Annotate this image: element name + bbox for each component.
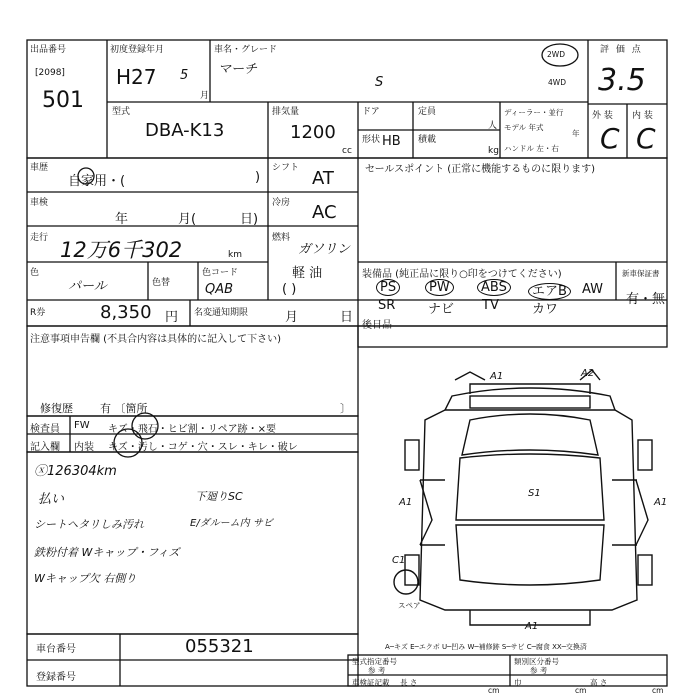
color-code-value: QAB — [205, 282, 234, 297]
recycle-value: 8,350 — [100, 302, 152, 323]
color-label: 色 — [30, 268, 40, 278]
spare-label: スペア — [398, 601, 421, 610]
displacement-value: 1200 — [290, 122, 336, 143]
handle-label: ハンドル 左・右 — [504, 144, 559, 153]
warranty-label: 新車保証書 — [622, 269, 660, 278]
mark-left-a1: A1 — [399, 497, 413, 508]
registration-label: 登録番号 — [36, 672, 76, 683]
score-int-value: C — [636, 122, 656, 155]
height-unit: cm — [652, 686, 664, 695]
equipment-label: 装備品 (純正品に限り○印をつけてください) — [362, 269, 562, 280]
score-value: 3.5 — [598, 63, 646, 98]
first-reg-year: H27 — [116, 65, 157, 89]
fw-label: FW — [74, 420, 90, 431]
mileage-value: 12万6千302 — [60, 238, 183, 262]
shift-value: AT — [312, 168, 334, 189]
inspection-day: 日) — [240, 212, 259, 227]
mark-rear-c1: C1 — [392, 555, 406, 566]
fuel-diesel: 軽 油 — [292, 266, 323, 281]
repair-close: 〕 — [340, 402, 351, 415]
damage-legend: A─キズ E─エクボ U─凹み W─補修跡 S─サビ C─腐食 XX─交換済 — [385, 643, 587, 651]
year-unit: 年 — [572, 129, 580, 138]
history-label: 車歴 — [30, 163, 49, 173]
first-reg-month-unit: 月 — [200, 91, 210, 101]
drive-2wd: 2WD — [547, 50, 565, 59]
color-value: パール — [68, 279, 107, 294]
cert-label: 車検証記載 — [352, 678, 390, 687]
doors-label: ドア — [362, 107, 380, 117]
type-number-label: 型式指定番号 — [352, 657, 397, 666]
name-change-day: 日 — [340, 310, 354, 325]
length-unit: cm — [488, 686, 500, 695]
displacement-label: 排気量 — [272, 107, 300, 117]
shape-label: 形状 — [362, 135, 381, 145]
equip-leather: カワ — [532, 302, 559, 317]
chassis-value: 055321 — [185, 636, 254, 657]
int-items: キズ・汚し・コゲ・穴・スレ・キレ・破レ — [108, 442, 298, 453]
score-int-label: 内 装 — [632, 111, 653, 121]
color-change-label: 色替 — [152, 278, 171, 288]
class-number-label: 類別区分番号 — [514, 657, 559, 666]
car-name-value: マーチ — [218, 62, 258, 77]
dealer-label: ディーラー・並行 — [504, 108, 564, 117]
mark-front-a1: A1 — [490, 371, 504, 382]
hw-line-5: Wキャップ欠 右側り — [34, 572, 137, 585]
score-ext-label: 外 装 — [592, 111, 613, 121]
rear-seat-label: 後日品 — [362, 320, 392, 331]
recycle-label: R券 — [30, 308, 46, 318]
inspection-month: 月( — [178, 212, 197, 227]
hw-line-1: ⓧ126304km — [34, 464, 117, 479]
equip-abs: ABS — [477, 280, 511, 295]
hw-line-4: 鉄粉付着 Wキャップ・フィズ — [34, 546, 180, 559]
equip-aw: AW — [582, 282, 604, 297]
shape-value: HB — [382, 134, 401, 149]
equip-airbag: エアB — [528, 280, 571, 299]
model-value: DBA-K13 — [145, 120, 225, 141]
equip-pw: PW — [425, 280, 454, 295]
repair-value: 有 〔箇所 — [100, 402, 148, 415]
first-reg-label: 初度登録年月 — [110, 45, 165, 55]
model-year-label: モデル 年式 — [504, 123, 544, 132]
mileage-unit: km — [228, 250, 242, 260]
width-unit: cm — [575, 686, 587, 695]
capacity-label: 定員 — [418, 107, 437, 117]
capacity-unit: 人 — [488, 121, 498, 131]
int-label: 内装 — [74, 442, 94, 453]
equip-tv: TV — [482, 298, 499, 313]
equip-navi: ナビ — [428, 302, 455, 317]
equip-ps: PS — [376, 280, 400, 295]
history-value: 自家用・( — [68, 174, 126, 189]
lot-label: 出品番号 — [30, 45, 67, 55]
hw-right-2: E/ダルーム内 サビ — [190, 518, 273, 529]
recycle-unit: 円 — [165, 310, 179, 325]
length-label: 長 さ — [400, 678, 418, 687]
equip-sr: SR — [378, 298, 396, 313]
chassis-label: 車台番号 — [36, 644, 76, 655]
aircon-value: AC — [312, 202, 337, 223]
name-change-month: 月 — [285, 310, 299, 325]
lot-code: [2098] — [35, 68, 65, 78]
color-code-label: 色コード — [202, 268, 239, 278]
mark-right-a1: A1 — [654, 497, 668, 508]
shift-label: シフト — [272, 163, 300, 173]
lot-number: 501 — [42, 88, 84, 113]
height-label: 高 さ — [590, 678, 608, 687]
fuel-label: 燃料 — [272, 233, 291, 243]
score-label: 評 価 点 — [600, 45, 643, 55]
warranty-value: 有・無 — [626, 292, 666, 307]
type-number-ref: 参 考 — [368, 666, 386, 675]
aircon-label: 冷房 — [272, 198, 291, 208]
first-reg-month: 5 — [180, 68, 189, 83]
repair-label: 修復歴 — [40, 402, 73, 415]
width-label: 巾 — [514, 678, 522, 687]
car-grade: S — [375, 75, 384, 90]
hw-line-3: シートヘタリしみ汚れ — [34, 518, 144, 531]
mileage-label: 走行 — [30, 233, 49, 243]
inspection-year: 年 — [115, 212, 129, 227]
score-ext-value: C — [600, 122, 620, 155]
load-label: 積載 — [418, 135, 437, 145]
mark-rear-a1: A1 — [525, 621, 539, 632]
checker-label-1: 検査員 — [30, 424, 60, 435]
mark-front-a2: A2 — [581, 368, 595, 379]
hw-right-1: 下廻りSC — [195, 490, 243, 503]
notes-label: 注意事項申告欄 (不具合内容は具体的に記入して下さい) — [30, 334, 281, 345]
displacement-unit: cc — [342, 146, 352, 156]
drive-4wd: 4WD — [548, 78, 566, 87]
name-change-label: 名変通知期限 — [194, 308, 249, 318]
inspection-label: 車検 — [30, 198, 49, 208]
car-name-label: 車名・グレード — [214, 45, 278, 55]
fuel-gas: ガソリン — [298, 242, 351, 257]
load-unit: kg — [488, 146, 499, 156]
sales-point-label: セールスポイント (正常に機能するものに限ります) — [365, 164, 596, 175]
fw-items: キズ・飛石・ヒビ割・リペア跡・×要 — [108, 424, 276, 435]
class-number-ref: 参 考 — [530, 666, 548, 675]
mark-roof-s1: S1 — [528, 488, 541, 499]
car-damage-diagram — [394, 370, 652, 625]
model-label: 型式 — [112, 107, 131, 117]
history-close: ) — [255, 170, 261, 185]
checker-label-2: 記入欄 — [30, 442, 60, 453]
fuel-other: ( ) — [282, 282, 297, 297]
hw-line-2: 払い — [38, 492, 65, 507]
